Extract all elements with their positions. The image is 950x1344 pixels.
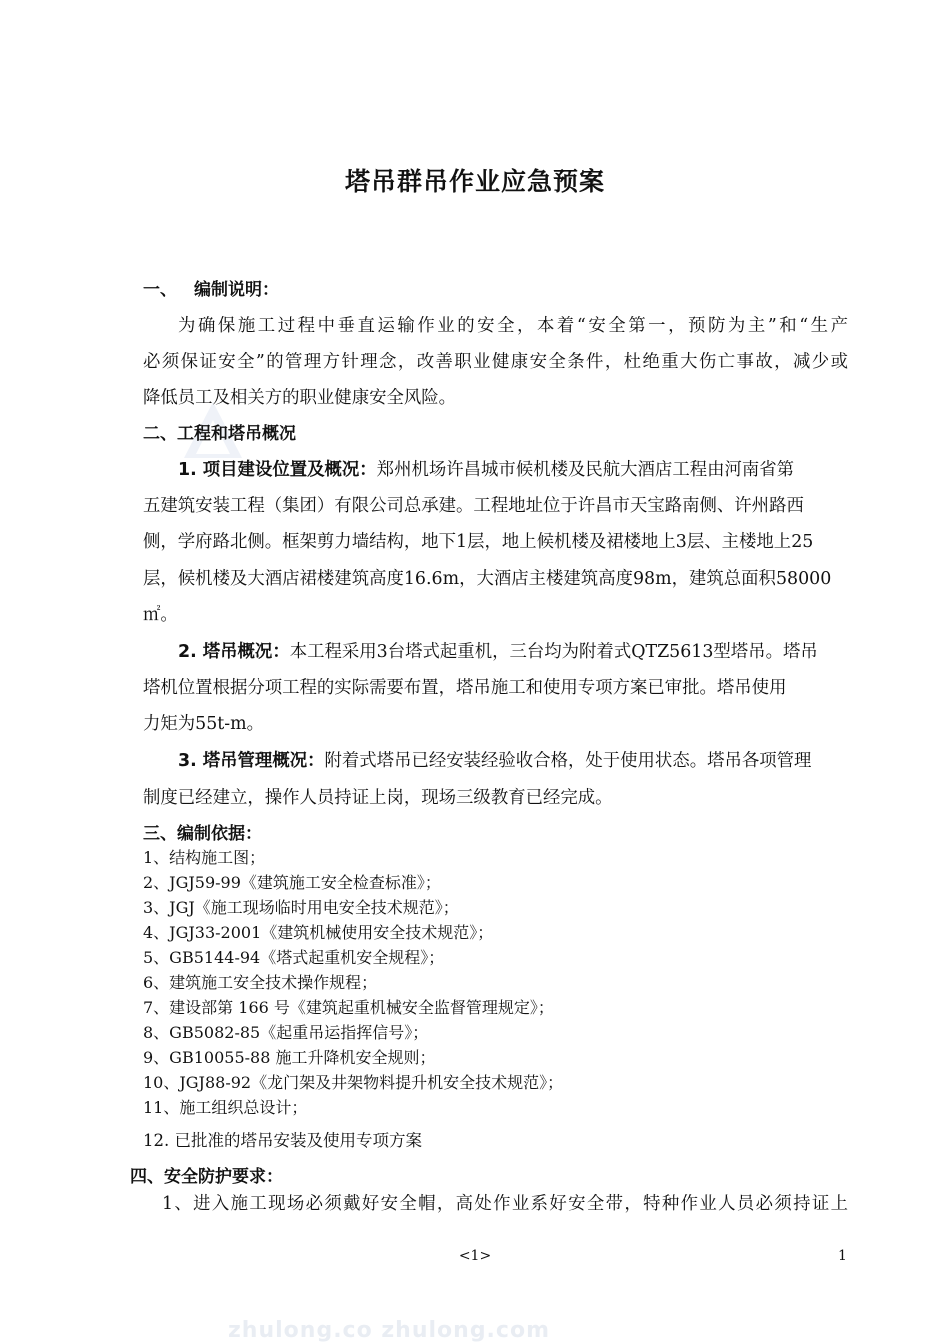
section-1-line: 必须保证安全”的管理方针理念，改善职业健康安全条件，杜绝重大伤亡事故，减少或 bbox=[143, 352, 848, 372]
reference-item: 7、建设部第 166 号《建筑起重机械安全监督管理规定》； bbox=[143, 998, 554, 1017]
reference-item: 5、GB5144-94《塔式起重机安全规程》； bbox=[143, 948, 445, 967]
reference-item: 3、JGJ《施工现场临时用电安全技术规范》； bbox=[143, 898, 459, 917]
section-2-p2-line: 塔机位置根据分项工程的实际需要布置，塔吊施工和使用专项方案已审批。塔吊使用 bbox=[143, 678, 787, 698]
section-2-p1-line: 侧，学府路北侧。框架剪力墙结构，地下1层，地上候机楼及裙楼地上3层、主楼地上25 bbox=[143, 532, 814, 552]
section-2-p1-lead: 1. 项目建设位置及概况： bbox=[178, 460, 377, 480]
reference-item: 8、GB5082-85《起重吊运指挥信号》； bbox=[143, 1023, 429, 1042]
section-2-p2-lead: 2. 塔吊概况： bbox=[178, 642, 290, 662]
section-2-p3-lead: 3. 塔吊管理概况： bbox=[178, 751, 325, 771]
reference-item: 11、施工组织总设计； bbox=[143, 1098, 308, 1117]
page-footer-marker: <1> bbox=[458, 1248, 492, 1264]
section-4-heading: 四、安全防护要求： bbox=[130, 1167, 283, 1187]
section-1-heading: 编制说明： bbox=[194, 280, 279, 300]
section-3-heading: 三、编制依据： bbox=[143, 824, 262, 844]
section-2-p3-first-line bbox=[178, 746, 848, 771]
section-1-number: 一、 bbox=[143, 280, 177, 300]
section-2-p1-line: 五建筑安装工程（集团）有限公司总承建。工程地址位于许昌市天宝路南侧、许州路西 bbox=[143, 496, 804, 516]
reference-item: 1、结构施工图； bbox=[143, 848, 266, 867]
reference-item: 2、JGJ59-99《建筑施工安全检查标准》； bbox=[143, 873, 441, 892]
page-number: 1 bbox=[838, 1248, 847, 1264]
section-1-line: 为确保施工过程中垂直运输作业的安全，本着“安全第一，预防为主”和“生产 bbox=[178, 316, 848, 336]
watermark-text: zhulong.co zhulong.com bbox=[228, 1318, 550, 1343]
reference-item: 4、JGJ33-2001《建筑机械使用安全技术规范》； bbox=[143, 923, 494, 942]
reference-item: 6、建筑施工安全技术操作规程； bbox=[143, 973, 378, 992]
section-2-p2-line: 力矩为55t-m。 bbox=[143, 714, 265, 734]
reference-item: 9、GB10055-88 施工升降机安全规则； bbox=[143, 1048, 436, 1067]
document-title: 塔吊群吊作业应急预案 bbox=[344, 167, 605, 196]
section-2-heading: 二、工程和塔吊概况 bbox=[143, 424, 296, 444]
section-2-p3-line: 制度已经建立，操作人员持证上岗，现场三级教育已经完成。 bbox=[143, 788, 613, 808]
section-2-p1-first-line bbox=[178, 455, 848, 480]
section-2-p1-line: ㎡。 bbox=[143, 605, 178, 625]
section-2-p2-text: 本工程采用3台塔式起重机，三台均为附着式QTZ5613型塔吊。塔吊 bbox=[289, 642, 818, 662]
reference-item: 10、JGJ88-92《龙门架及井架物料提升机安全技术规范》； bbox=[143, 1073, 564, 1092]
section-2-p3-text: 附着式塔吊已经安装经验收合格，处于使用状态。塔吊各项管理 bbox=[324, 751, 812, 771]
section-4-line: 1、进入施工现场必须戴好安全帽，高处作业系好安全带，特种作业人员必须持证上 bbox=[162, 1194, 848, 1214]
reference-item: 12. 已批准的塔吊安装及使用专项方案 bbox=[143, 1131, 422, 1150]
section-1-line: 降低员工及相关方的职业健康安全风险。 bbox=[143, 388, 457, 408]
section-2-p2-first-line bbox=[178, 637, 848, 662]
section-2-p1-text: 郑州机场许昌城市候机楼及民航大酒店工程由河南省第 bbox=[376, 460, 795, 480]
section-2-p1-line: 层，候机楼及大酒店裙楼建筑高度16.6m，大酒店主楼建筑高度98m，建筑总面积58000 bbox=[143, 569, 832, 589]
